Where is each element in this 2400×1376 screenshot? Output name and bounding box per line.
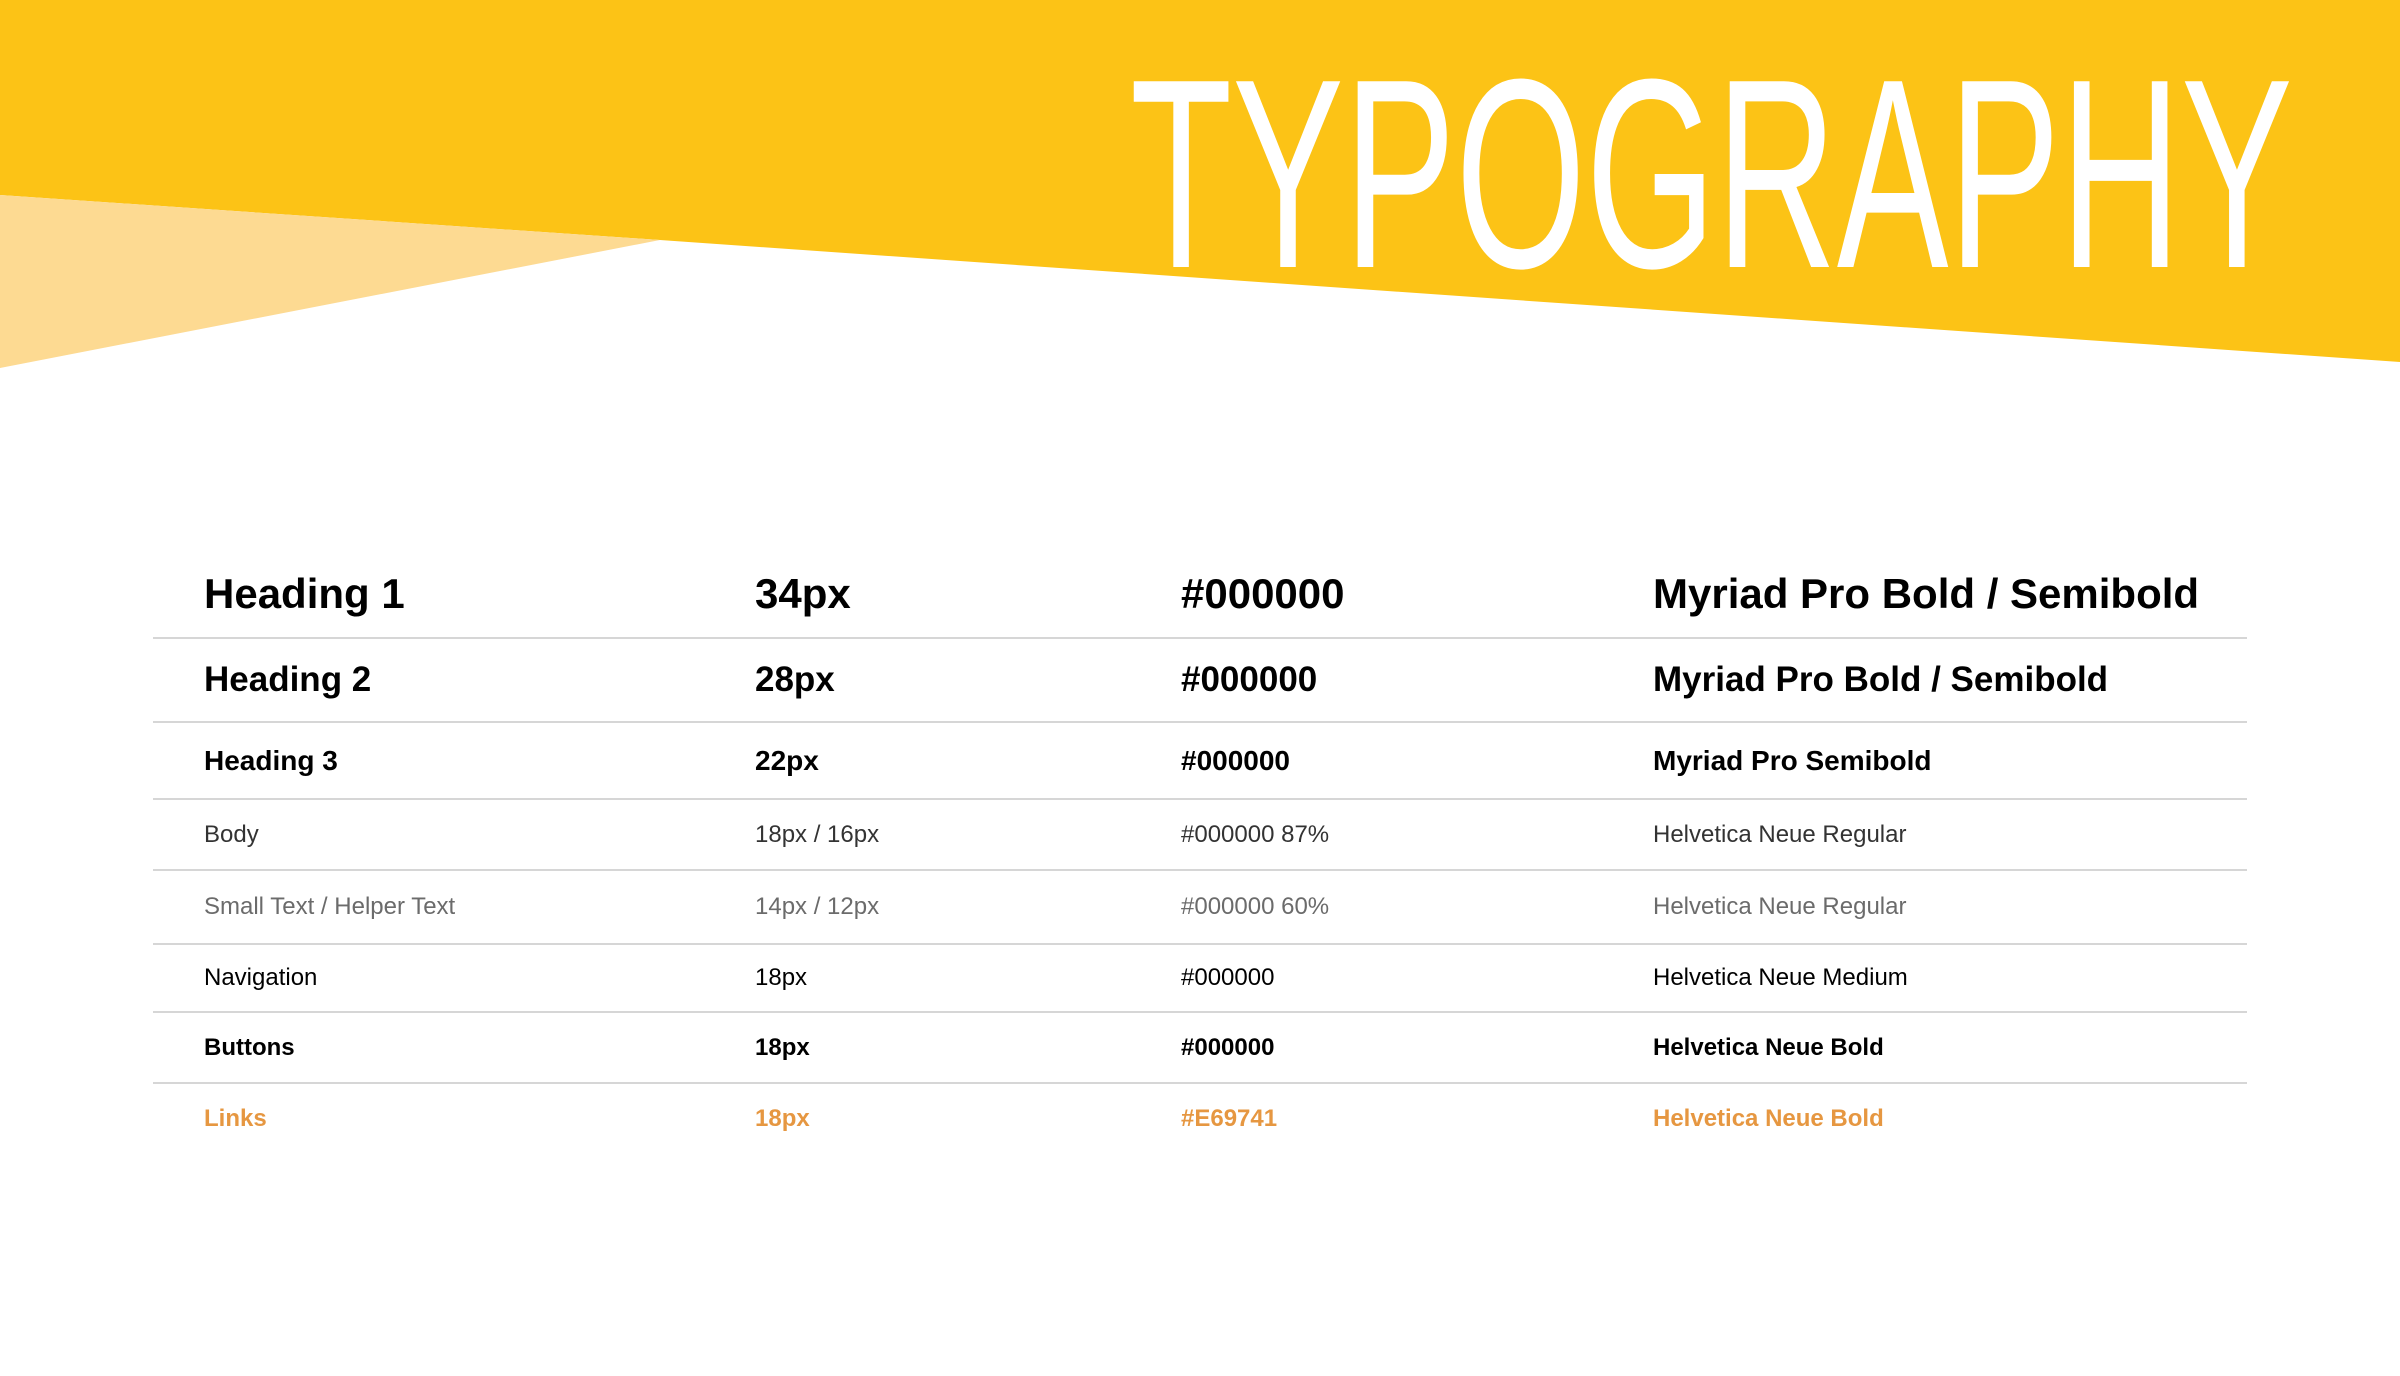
cell-color: #000000 bbox=[1181, 1033, 1275, 1061]
cell-element: Links bbox=[204, 1105, 267, 1132]
cell-element: Heading 2 bbox=[204, 660, 372, 699]
cell-size: 14px / 12px bbox=[755, 893, 880, 920]
cell-size: 18px bbox=[755, 964, 808, 991]
cell-size: 28px bbox=[755, 660, 835, 699]
table-row-buttons bbox=[153, 1012, 2247, 1083]
cell-font: Helvetica Neue Medium bbox=[1653, 964, 1908, 991]
cell-size: 18px bbox=[755, 1105, 810, 1132]
table-row-heading-3 bbox=[153, 722, 2247, 799]
cell-font: Myriad Pro Bold / Semibold bbox=[1653, 569, 2200, 617]
cell-font: Helvetica Neue Regular bbox=[1653, 893, 1907, 920]
table-row-heading-1 bbox=[153, 550, 2247, 638]
table-row-links bbox=[153, 1083, 2247, 1154]
cell-size: 22px bbox=[755, 744, 819, 776]
cell-element: Heading 1 bbox=[204, 569, 405, 617]
cell-size: 18px / 16px bbox=[755, 820, 880, 848]
cell-color: #000000 bbox=[1181, 964, 1275, 991]
cell-size: 18px bbox=[755, 1033, 810, 1061]
cell-element: Navigation bbox=[204, 964, 318, 991]
cell-color: #000000 bbox=[1181, 660, 1318, 699]
cell-color: #000000 60% bbox=[1181, 893, 1330, 920]
table-row-small-text bbox=[153, 870, 2247, 944]
table-row-navigation bbox=[153, 944, 2247, 1012]
cell-element: Small Text / Helper Text bbox=[204, 893, 456, 920]
cell-font: Myriad Pro Semibold bbox=[1653, 744, 1932, 776]
cell-color: #E69741 bbox=[1181, 1105, 1278, 1132]
cell-font: Myriad Pro Bold / Semibold bbox=[1653, 660, 2109, 699]
cell-size: 34px bbox=[755, 569, 851, 617]
cell-element: Buttons bbox=[204, 1033, 295, 1061]
table-row-heading-2 bbox=[153, 638, 2247, 722]
cell-font: Helvetica Neue Bold bbox=[1653, 1033, 1884, 1061]
table-row-body bbox=[153, 799, 2247, 870]
cell-font: Helvetica Neue Bold bbox=[1653, 1105, 1884, 1132]
cell-color: #000000 bbox=[1181, 744, 1291, 776]
cell-element: Body bbox=[204, 820, 259, 848]
cell-font: Helvetica Neue Regular bbox=[1653, 820, 1907, 848]
typography-spec-table bbox=[153, 550, 2247, 1154]
cell-color: #000000 bbox=[1181, 569, 1345, 617]
cell-color: #000000 87% bbox=[1181, 820, 1330, 848]
page-title: TYPOGRAPHY bbox=[1130, 24, 2293, 325]
cell-element: Heading 3 bbox=[204, 744, 338, 776]
